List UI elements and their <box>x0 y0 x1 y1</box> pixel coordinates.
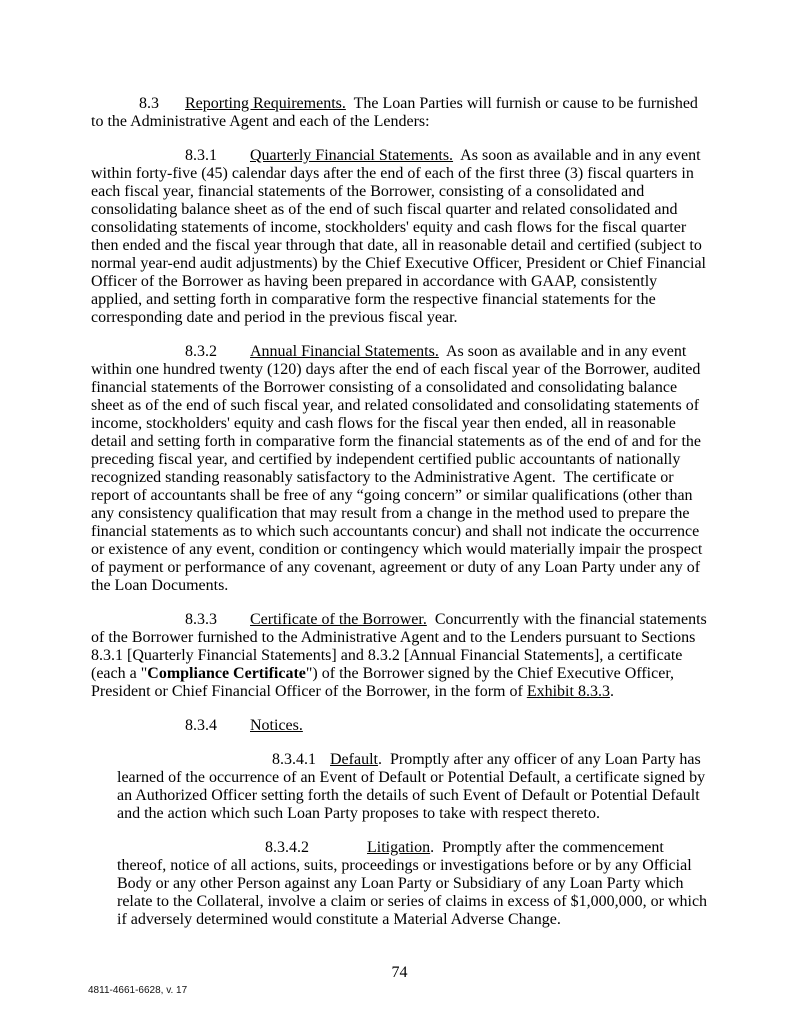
section-heading: Certificate of the Borrower. <box>250 611 427 628</box>
section-number: 8.3.4.2 <box>265 839 309 856</box>
paragraph-text: . <box>609 683 614 700</box>
section-heading: Litigation <box>367 839 431 856</box>
paragraph-section-8-3-4-2 <box>117 839 712 929</box>
section-number: 8.3 <box>139 95 159 112</box>
paragraph-section-8-3-2 <box>91 343 708 595</box>
paragraph-section-8-3-4-1 <box>117 751 708 823</box>
section-number: 8.3.2 <box>185 343 217 360</box>
paragraph-section-8-3-1 <box>91 147 708 327</box>
section-number: 8.3.3 <box>185 611 217 628</box>
section-heading: Default <box>330 751 378 768</box>
section-number: 8.3.4.1 <box>272 751 316 768</box>
section-number: 8.3.4 <box>185 717 217 734</box>
paragraph-text: . Promptly after the commencement thereof, notice of all actions, suits, proceedings or investigations before or by any Official Body or any other Person against any Loan Party or Subsidiary of any Loan Party which relate to the Collateral, involve a claim or series of claims in excess of $1,000,000, or which if adversely determined would constitute a Material Adverse Change. <box>117 839 712 928</box>
paragraph-section-8-3-3 <box>91 611 711 701</box>
paragraph-text: The Loan Parties will furnish or cause to be furnished to the Administrative Agent and each of the Lenders: <box>91 95 702 130</box>
paragraph-text: As soon as available and in any event within one hundred twenty (120) days after the end of each fiscal year of the Borrower, audited financial statements of the Borrower consisting of a consolidated and consolidating balance sheet as of the end of such fiscal year, and related consolidated and consolidating statements of income, stockholders' equity and cash flows for the fiscal year then ended, all in reasonable detail and setting forth in comparative form the financial statements as of the end of and for the preceding fiscal year, and certified by independent certified public accountants of nationally recognized standing reasonably satisfactory to the Administrative Agent. The certificate or report of accountants shall be free of any “going concern” or similar qualifications (other than any consistency qualification that may result from a change in the method used to prepare the financial statements as to which such accountants concur) and shall not indicate the occurrence or existence of any event, condition or contingency which would materially impair the prospect of payment or performance of any covenant, agreement or duty of any Loan Party under any of the Loan Documents. <box>91 343 707 594</box>
section-heading: Reporting Requirements. <box>185 95 346 112</box>
paragraph-text: As soon as available and in any event within forty-five (45) calendar days after the end of each of the first three (3) fiscal quarters in each fiscal year, financial statements of the Borrower, consisting of a consolidated and consolidating balance sheet as of the end of such fiscal quarter and related consolidated and consolidating statements of income, stockholders' equity and cash flows for the fiscal quarter then ended and the fiscal year through that date, all in reasonable detail and certified (subject to normal year-end audit adjustments) by the Chief Executive Officer, President or Chief Financial Officer of the Borrower as having been prepared in accordance with GAAP, consistently applied, and setting forth in comparative form the respective financial statements for the corresponding date and period in the previous fiscal year. <box>91 147 710 326</box>
section-number: 8.3.1 <box>185 147 217 164</box>
exhibit-reference: Exhibit 8.3.3 <box>526 683 610 700</box>
paragraph-text: . Promptly after any officer of any Loan Party has learned of the occurrence of an Event of Default or Potential Default, a certificate signed by an Authorized Officer setting forth the details of such Event of Default or Potential Default and the action which such Loan Party proposes to take with respect thereto. <box>117 751 710 822</box>
paragraph-text: Concurrently with the financial statements of the Borrower furnished to the Administrative Agent and to the Lenders pursuant to Sections 8.3.1 [Quarterly Financial Statements] and 8.3.2 [Annual Financial Statements], a certificate (each a " <box>91 611 711 682</box>
paragraph-section-8-3 <box>91 95 708 131</box>
section-heading: Quarterly Financial Statements. <box>250 147 454 164</box>
paragraph-text: ") of the Borrower signed by the Chief Executive Officer, President or Chief Financial Officer of the Borrower, in the form of <box>91 665 679 700</box>
document-id-footer: 4811-4661-6628, v. 17 <box>88 985 188 996</box>
defined-term: Compliance Certificate <box>147 665 306 682</box>
paragraph-section-8-3-4 <box>91 717 708 735</box>
document-body <box>91 95 712 945</box>
section-heading: Annual Financial Statements. <box>250 343 439 360</box>
page-number: 74 <box>391 964 408 981</box>
section-heading: Notices. <box>250 717 303 734</box>
